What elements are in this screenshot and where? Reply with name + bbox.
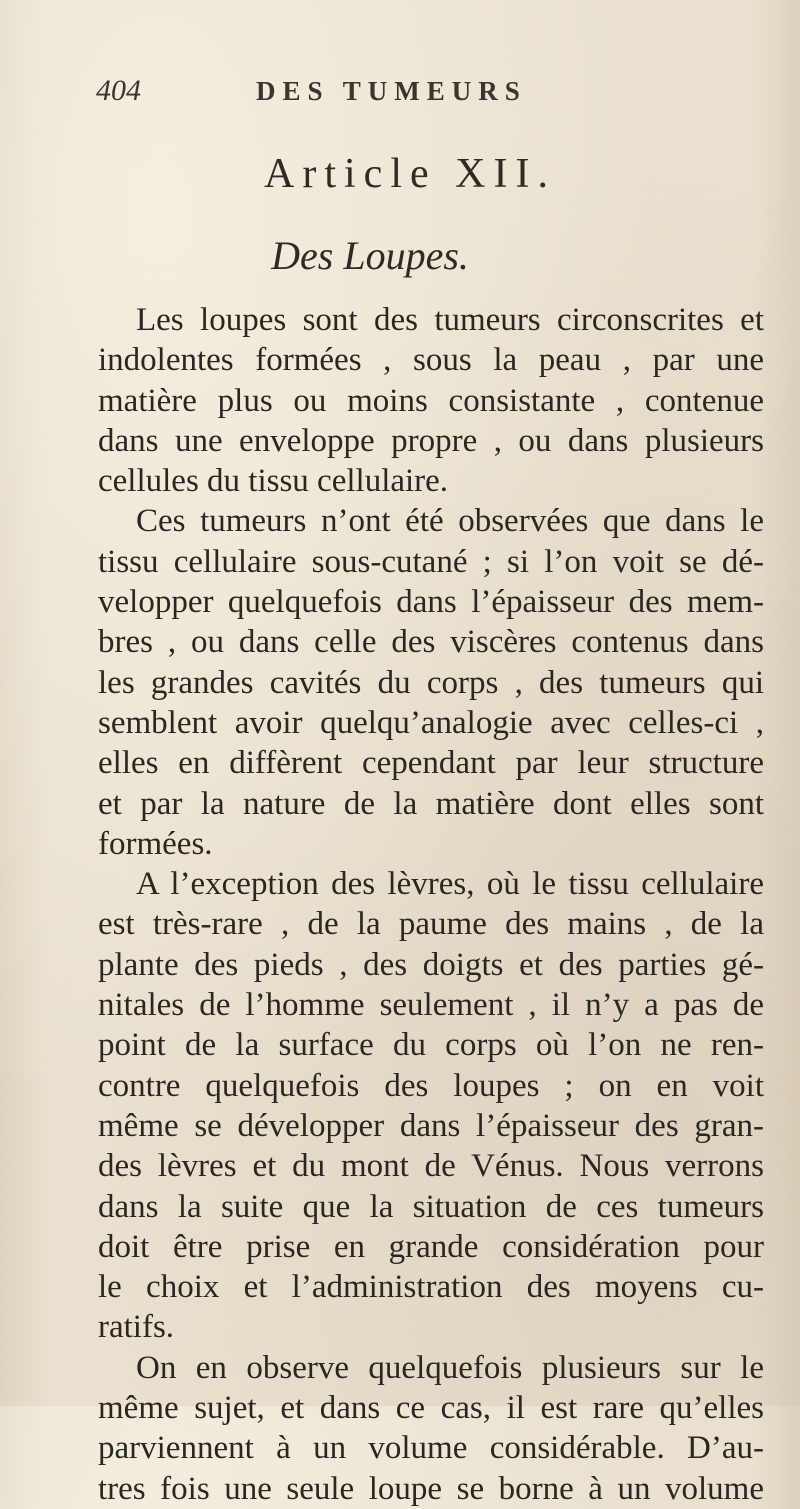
page-number: 404 — [96, 74, 141, 107]
body-text — [98, 300, 764, 1509]
text-line: tissu cellulaire sous-cutané ; si l’on voit se dé- — [98, 543, 764, 580]
text-line: nitales de l’homme seulement , il n’y a pas de — [98, 987, 764, 1024]
text-line: velopper quelquefois dans l’épaisseur des mem- — [98, 584, 764, 621]
text-line: On en observe quelquefois plusieurs sur le — [136, 1349, 764, 1386]
running-title: DES TUMEURS — [256, 76, 527, 106]
text-line: parviennent à un volume considérable. D’au- — [98, 1430, 764, 1467]
text-line: tres fois une seule loupe se borne à un volume — [98, 1470, 764, 1507]
text-line: semblent avoir quelqu’analogie avec celles-ci , — [98, 704, 764, 741]
text-line: cellules du tissu cellulaire. — [98, 463, 449, 500]
section-title: Des Loupes. — [271, 233, 469, 278]
text-line: même sujet, et dans ce cas, il est rare qu’elles — [98, 1390, 764, 1427]
text-line: même se développer dans l’épaisseur des gran- — [98, 1107, 764, 1144]
text-line: indolentes formées , sous la peau , par une — [98, 342, 764, 379]
text-line: plante des pieds , des doigts et des parties gé- — [98, 946, 764, 983]
text-line: elles en diffèrent cependant par leur structure — [98, 745, 764, 782]
text-line: formées. — [98, 825, 213, 862]
text-line: point de la surface du corps où l’on ne ren- — [98, 1027, 764, 1064]
text-line: est très-rare , de la paume des mains , de la — [98, 906, 764, 943]
text-line: Les loupes sont des tumeurs circonscrites et — [136, 302, 764, 338]
text-line: bres , ou dans celle des viscères contenus dans — [98, 624, 764, 661]
text-line: dans une enveloppe propre , ou dans plusieurs — [98, 422, 764, 459]
text-line: doit être prise en grande considération pour — [98, 1228, 764, 1265]
text-line: le choix et l’administration des moyens cu- — [98, 1269, 764, 1306]
article-heading: Article XII. — [264, 151, 556, 197]
text-line: ratifs. — [98, 1309, 175, 1346]
text-line: A l’exception des lèvres, où le tissu cellulaire — [136, 866, 764, 903]
text-line: des lèvres et du mont de Vénus. Nous verrons — [98, 1148, 764, 1185]
text-line: matière plus ou moins consistante , contenue — [98, 382, 764, 419]
text-line: Ces tumeurs n’ont été observées que dans le — [136, 503, 764, 540]
text-line: et par la nature de la matière dont elles sont — [98, 785, 764, 822]
text-line: contre quelquefois des loupes ; on en voit — [98, 1067, 764, 1104]
running-head — [96, 74, 756, 114]
text-line: les grandes cavités du corps , des tumeurs qui — [98, 664, 764, 701]
text-line: dans la suite que la situation de ces tumeurs — [98, 1188, 764, 1225]
